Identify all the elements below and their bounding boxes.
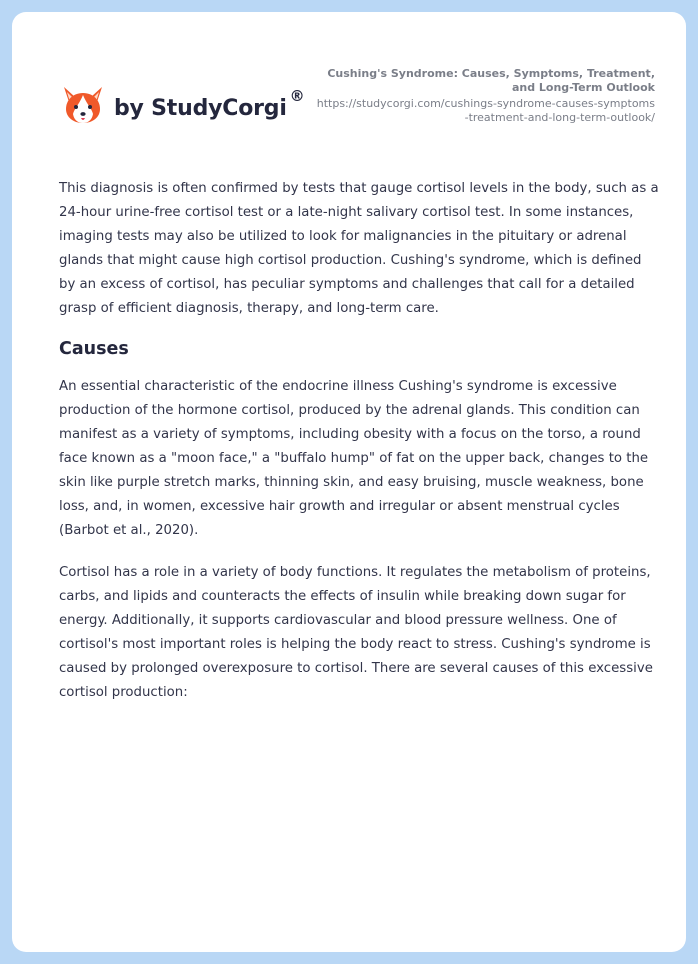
causes-paragraph-2: Cortisol has a role in a variety of body functions. It regulates the metabolism of proteins, carbs, and lipids and counteracts the effects of insulin while breaking down sugar for energy. Additionally, it supports cardiovascular and blood pressure wellness. One of cortisol's most important roles is helping the body react to stress. Cushing's syndrome is caused by prolonged overexposure to cortisol. There are several causes of this excessive cortisol production:: [59, 565, 653, 700]
document-body: [59, 177, 659, 705]
section-heading-causes: Causes: [59, 339, 129, 359]
brand-name: by StudyCorgi: [114, 95, 287, 121]
document-title: Cushing's Syndrome: Causes, Symptoms, Treatment, and Long-Term Outlook: [327, 67, 655, 94]
registered-mark: ®: [289, 87, 305, 105]
brand-logo[interactable]: [60, 76, 305, 136]
causes-paragraph-1: An essential characteristic of the endocrine illness Cushing's syndrome is excessive production of the hormone cortisol, produced by the adrenal glands. This condition can manifest as a variety of symptoms, including obesity with a focus on the torso, a round face known as a "moon face," a "buffalo hump" of fat on the upper back, changes to the skin like purple stretch marks, thinning skin, and easy bruising, muscle weakness, bone loss, and, in women, excessive hair growth and irregular or absent menstrual cycles (Barbot et al., 2020).: [59, 379, 649, 538]
corgi-head-icon: [60, 83, 106, 129]
document-page: [12, 12, 686, 952]
document-url[interactable]: https://studycorgi.com/cushings-syndrome-causes-symptoms-treatment-and-long-term-outlook/: [316, 97, 655, 124]
document-header-meta: [315, 67, 655, 125]
intro-paragraph: This diagnosis is often confirmed by tests that gauge cortisol levels in the body, such as a 24-hour urine-free cortisol test or a late-night salivary cortisol test. In some instances, imaging tests may also be utilized to look for malignancies in the pituitary or adrenal glands that might cause high cortisol production. Cushing's syndrome, which is defined by an excess of cortisol, has peculiar symptoms and challenges that call for a detailed grasp of efficient diagnosis, therapy, and long-term care.: [59, 181, 659, 316]
